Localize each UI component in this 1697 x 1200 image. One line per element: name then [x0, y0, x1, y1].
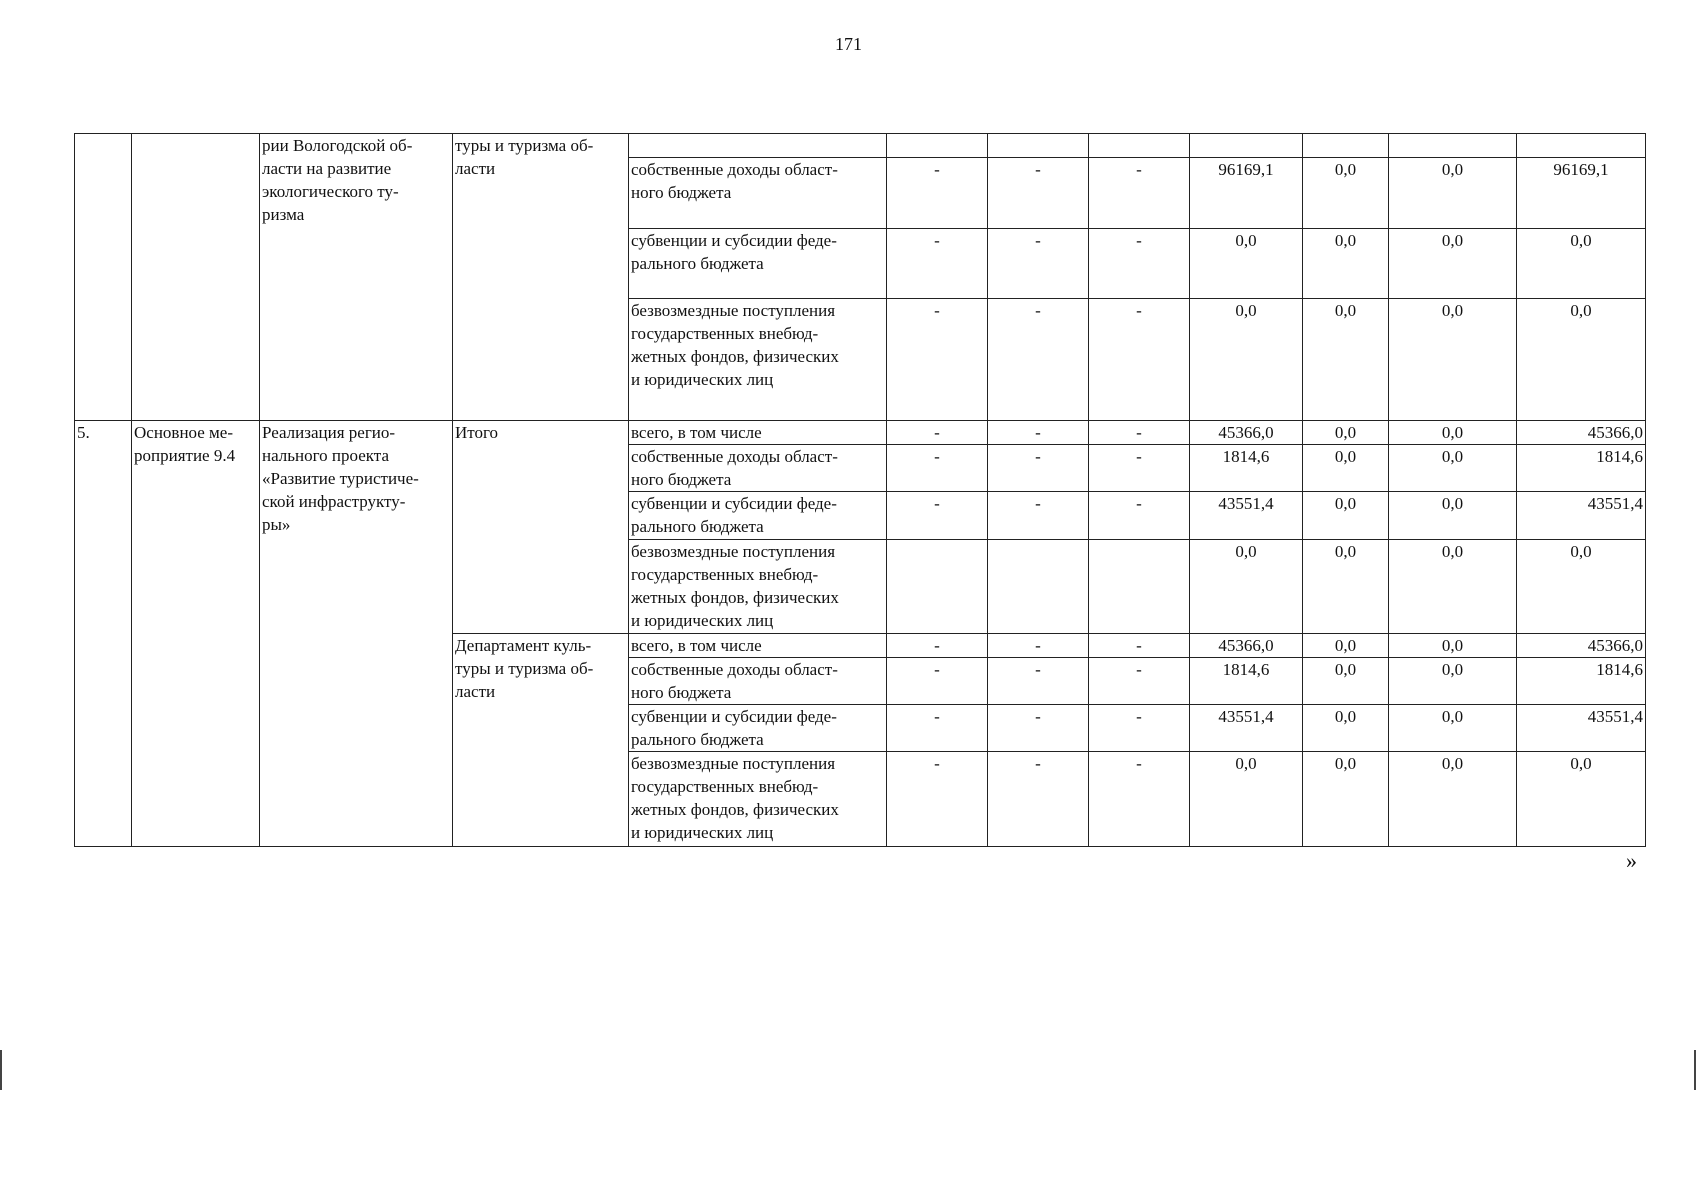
source-cell: субвенции и субсидии феде- рального бюджета [629, 705, 887, 752]
scan-edge-mark [1694, 1050, 1696, 1090]
value-cell: 45366,0 [1517, 634, 1646, 658]
data-cell [1303, 134, 1389, 158]
dash-cell: - [1089, 421, 1190, 445]
table-row [75, 421, 1646, 445]
dash-cell: - [1089, 634, 1190, 658]
dash-cell: - [988, 705, 1089, 752]
title-cell: рии Вологодской об- ласти на развитие экологического ту- ризма [260, 134, 453, 421]
dash-cell: - [887, 705, 988, 752]
dash-cell: - [887, 658, 988, 705]
value-cell: 1814,6 [1517, 658, 1646, 705]
dash-cell: - [1089, 705, 1190, 752]
number-cell [75, 134, 132, 421]
dash-cell: - [887, 299, 988, 421]
value-cell: 0,0 [1389, 540, 1517, 634]
budget-table [74, 133, 1646, 847]
title-cell: Реализация регио- нального проекта «Развитие туристиче- ской инфраструкту- ры» [260, 421, 453, 847]
value-cell: 0,0 [1303, 492, 1389, 540]
page-number: 171 [835, 34, 862, 54]
value-cell: 0,0 [1389, 658, 1517, 705]
dash-cell: - [988, 752, 1089, 847]
dash-cell: - [887, 158, 988, 229]
source-cell: собственные доходы област- ного бюджета [629, 445, 887, 492]
value-cell: 0,0 [1303, 299, 1389, 421]
dash-cell: - [1089, 492, 1190, 540]
data-cell [1190, 134, 1303, 158]
value-cell: 96169,1 [1517, 158, 1646, 229]
dash-cell: - [988, 299, 1089, 421]
value-cell: 0,0 [1303, 445, 1389, 492]
value-cell: 1814,6 [1517, 445, 1646, 492]
value-cell: 43551,4 [1517, 705, 1646, 752]
value-cell: 0,0 [1190, 229, 1303, 299]
source-cell: собственные доходы област- ного бюджета [629, 658, 887, 705]
value-cell: 0,0 [1517, 229, 1646, 299]
dash-cell: - [887, 492, 988, 540]
dash-cell: - [988, 492, 1089, 540]
value-cell: 1814,6 [1190, 445, 1303, 492]
value-cell: 0,0 [1389, 299, 1517, 421]
source-cell: всего, в том числе [629, 421, 887, 445]
data-cell [1389, 134, 1517, 158]
value-cell: 45366,0 [1190, 421, 1303, 445]
value-cell: 0,0 [1389, 705, 1517, 752]
dash-cell: - [887, 634, 988, 658]
data-cell [1089, 134, 1190, 158]
value-cell: 45366,0 [1190, 634, 1303, 658]
value-cell: 45366,0 [1517, 421, 1646, 445]
value-cell: 0,0 [1303, 158, 1389, 229]
value-cell: 0,0 [1303, 752, 1389, 847]
value-cell: 43551,4 [1190, 705, 1303, 752]
value-cell: 0,0 [1190, 752, 1303, 847]
value-cell: 0,0 [1389, 634, 1517, 658]
data-cell [1517, 134, 1646, 158]
dash-cell: - [988, 158, 1089, 229]
value-cell: 0,0 [1389, 445, 1517, 492]
dash-cell: - [988, 658, 1089, 705]
dash-cell: - [1089, 299, 1190, 421]
dash-cell: - [988, 421, 1089, 445]
value-cell: 0,0 [1303, 421, 1389, 445]
dash-cell: - [988, 634, 1089, 658]
data-cell [988, 134, 1089, 158]
dash-cell: - [1089, 658, 1190, 705]
value-cell: 0,0 [1389, 158, 1517, 229]
source-cell: безвозмездные поступления государственных внебюд- жетных фондов, физических и юридических лиц [629, 752, 887, 847]
closing-quote-mark: » [1626, 848, 1637, 873]
value-cell: 0,0 [1303, 229, 1389, 299]
dash-cell [1089, 540, 1190, 634]
event-cell [132, 134, 260, 421]
dash-cell: - [1089, 752, 1190, 847]
value-cell: 0,0 [1303, 634, 1389, 658]
dash-cell: - [887, 752, 988, 847]
source-cell: безвозмездные поступления государственных внебюд- жетных фондов, физических и юридических лиц [629, 540, 887, 634]
dash-cell: - [887, 229, 988, 299]
dash-cell [988, 540, 1089, 634]
dash-cell: - [887, 445, 988, 492]
dash-cell: - [887, 421, 988, 445]
scan-edge-mark [0, 1050, 2, 1090]
dash-cell [887, 540, 988, 634]
value-cell: 43551,4 [1190, 492, 1303, 540]
source-cell [629, 134, 887, 158]
value-cell: 0,0 [1517, 752, 1646, 847]
value-cell: 0,0 [1517, 299, 1646, 421]
value-cell: 0,0 [1190, 540, 1303, 634]
source-cell: безвозмездные поступления государственных внебюд- жетных фондов, физических и юридических лиц [629, 299, 887, 421]
dash-cell: - [1089, 229, 1190, 299]
executor-cell: Итого [453, 421, 629, 634]
value-cell: 0,0 [1389, 492, 1517, 540]
event-cell: Основное ме- роприятие 9.4 [132, 421, 260, 847]
value-cell: 0,0 [1303, 540, 1389, 634]
value-cell: 96169,1 [1190, 158, 1303, 229]
executor-cell: туры и туризма об- ласти [453, 134, 629, 421]
value-cell: 0,0 [1303, 705, 1389, 752]
source-cell: всего, в том числе [629, 634, 887, 658]
value-cell: 0,0 [1389, 229, 1517, 299]
value-cell: 0,0 [1517, 540, 1646, 634]
value-cell: 0,0 [1190, 299, 1303, 421]
dash-cell: - [988, 445, 1089, 492]
dash-cell: - [1089, 158, 1190, 229]
table-row [75, 134, 1646, 158]
source-cell: собственные доходы област- ного бюджета [629, 158, 887, 229]
value-cell: 43551,4 [1517, 492, 1646, 540]
source-cell: субвенции и субсидии феде- рального бюджета [629, 229, 887, 299]
value-cell: 1814,6 [1190, 658, 1303, 705]
value-cell: 0,0 [1389, 421, 1517, 445]
executor-cell: Департамент куль- туры и туризма об- ласти [453, 634, 629, 847]
dash-cell: - [988, 229, 1089, 299]
dash-cell: - [1089, 445, 1190, 492]
source-cell: субвенции и субсидии феде- рального бюджета [629, 492, 887, 540]
value-cell: 0,0 [1303, 658, 1389, 705]
data-cell [887, 134, 988, 158]
number-cell: 5. [75, 421, 132, 847]
value-cell: 0,0 [1389, 752, 1517, 847]
